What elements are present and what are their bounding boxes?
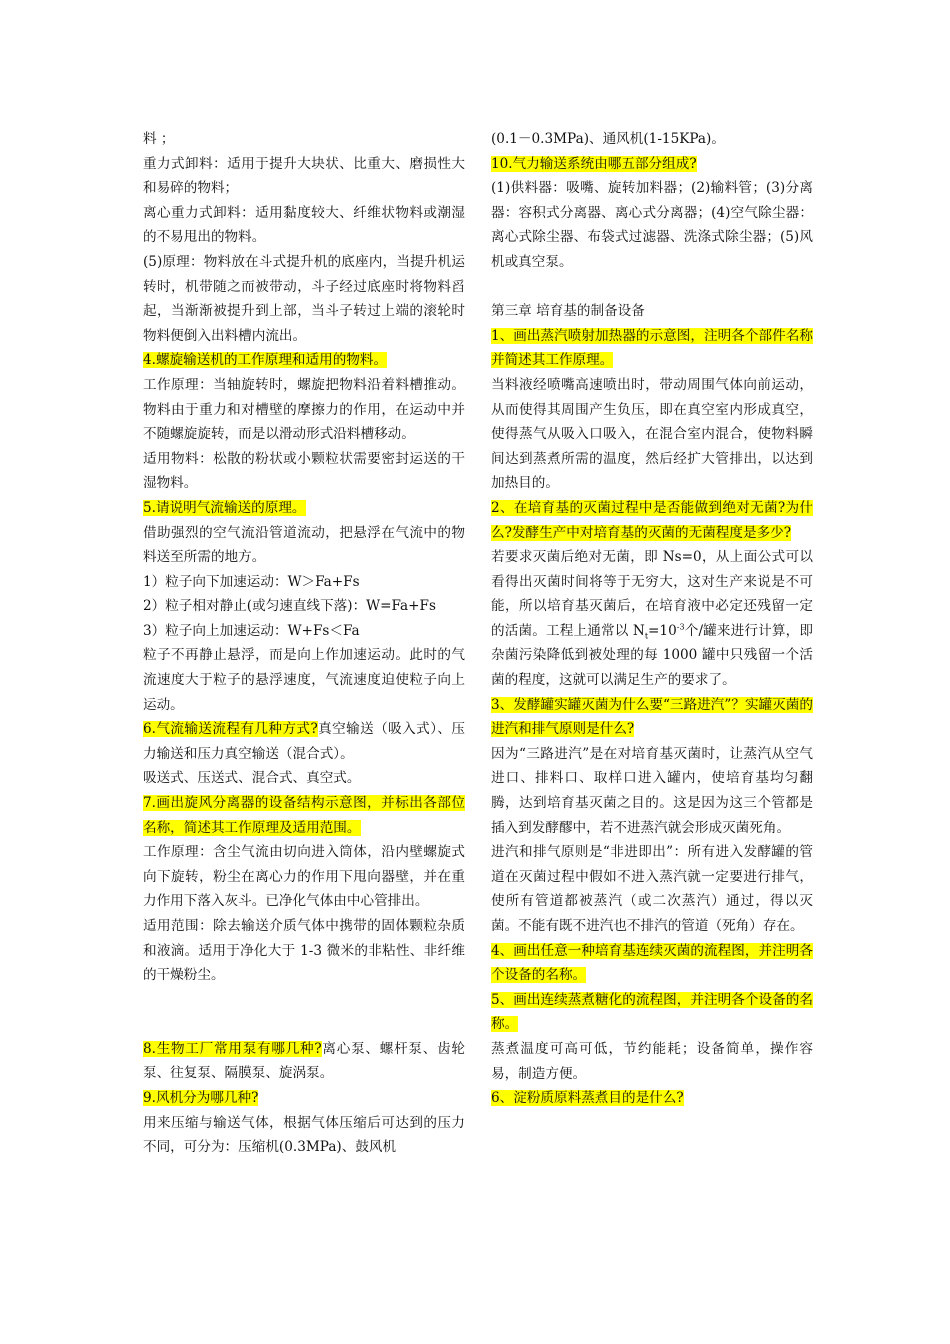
highlight-text: 1、画出蒸汽喷射加热器的示意图，注明各个部件名称并简述其工作原理。: [491, 327, 813, 369]
formula-line: 2）粒子相对静止(或匀速直线下落)：W=Fa+Fs: [143, 598, 436, 615]
paragraph: (0.1－0.3MPa)、通风机(1-15KPa)。: [491, 131, 725, 147]
superscript: -3: [676, 622, 685, 632]
right-column: [491, 127, 813, 1111]
highlight-text: 3、发酵罐实罐灭菌为什么要“三路进汽”？实罐灭菌的进汽和排气原则是什么?: [491, 696, 813, 738]
paragraph: 适用物料：松散的粉状或小颗粒状需要密封运送的干湿物料。: [143, 450, 465, 492]
text-run: 若要求灭菌后绝对无菌，即 Ns=0，从上面公式可以看得出灭菌时间将等于无穷大，这对生产来说是不可能，所以培育基灭菌后，在培育液中必定还残留一定的活菌。工程上通常以 N: [491, 549, 813, 639]
paragraph: 离心重力式卸料：适用黏度较大、纤维状物料或潮湿的不易甩出的物料。: [143, 204, 465, 246]
question-heading: [491, 496, 813, 545]
left-column: [143, 127, 465, 1160]
paragraph: 因为“三路进汽”是在对培育基灭菌时，让蒸汽从空气进口、排料口、取样口进入罐内，使培育基均匀翻腾，达到培育基灭菌之目的。这是因为这三个管都是插入到发酵醪中，若不进蒸汽就会形成灭菌死角。: [491, 745, 813, 836]
question-heading: [143, 791, 465, 840]
highlight-text: 5、画出连续蒸煮糖化的流程图，并注明各个设备的名称。: [491, 991, 813, 1033]
paragraph: 当料液经喷嘴高速喷出时，带动周围气体向前运动，从而使得其周围产生负压，即在真空室内形成真空，使得蒸气从吸入口吸入，在混合室内混合，使物料瞬间达到蒸煮所需的温度，然后经扩大管排出，以达到加热目的。: [491, 376, 813, 492]
blank-space: [491, 275, 813, 300]
subscript: t: [644, 631, 649, 641]
highlight-text: 8.生物工厂常用泵有哪几种?: [143, 1040, 322, 1057]
highlight-text: 6.气流输送流程有几种方式?: [143, 721, 318, 738]
paragraph: 工作原理：当轴旋转时，螺旋把物料沿着料槽推动。物料由于重力和对槽壁的摩擦力的作用，在运动中并不随螺旋旋转，而是以滑动形式沿料槽移动。: [143, 376, 465, 443]
highlight-text: 5.请说明气流输送的原理。: [143, 499, 306, 516]
paragraph: 粒子不再静止悬浮，而是向上作加速运动。此时的气流速度大于粒子的悬浮速度，气流速度迫使粒子向上运动。: [143, 647, 465, 713]
paragraph: (1)供料器：吸嘴、旋转加料器；(2)输料管；(3)分离器：容积式分离器、离心式分离器；(4)空气除尘器：离心式除尘器、布袋式过滤器、洗涤式除尘器；(5)风机或真空泵。: [491, 180, 813, 270]
paragraph: 用来压缩与输送气体，根据气体压缩后可达到的压力不同，可分为：压缩机(0.3MPa)、鼓风机: [143, 1114, 465, 1156]
answer-text: 离心泵、螺杆泵、齿轮泵、往复泵、隔膜泵、旋涡泵。: [143, 1040, 466, 1082]
paragraph: 进汽和排气原则是“非进即出”：所有进入发酵罐的管道在灭菌过程中假如不进入蒸汽就一定要进行排气，使所有管道都被蒸汽（或二次蒸汽）通过，得以灭菌。不能有既不进汽也不排汽的管道（死角）存在。: [491, 844, 813, 934]
question-with-answer: [143, 717, 465, 766]
paragraph: 蒸煮温度可高可低，节约能耗；设备简单，操作容易，制造方便。: [491, 1040, 813, 1082]
question-heading: [143, 1086, 465, 1111]
question-heading: [143, 496, 465, 521]
question-heading: [491, 324, 813, 373]
paragraph: 吸送式、压送式、混合式、真空式。: [143, 770, 361, 787]
paragraph: 料 ；: [143, 131, 175, 147]
highlight-text: 4、画出任意一种培育基连续灭菌的流程图，并注明各个设备的名称。: [491, 942, 813, 984]
paragraph: 工作原理：含尘气流由切向进入筒体，沿内壁螺旋式向下旋转，粉尘在离心力的作用下甩向器壁，并在重力作用下落入灰斗。已净化气体由中心管排出。: [143, 844, 465, 910]
paragraph: 重力式卸料：适用于提升大块状、比重大、磨损性大和易碎的物料；: [143, 155, 465, 197]
text-run: =10: [648, 622, 677, 639]
highlight-text: 4.螺旋输送机的工作原理和适用的物料。: [143, 352, 388, 369]
paragraph: 借助强烈的空气流沿管道流动，把悬浮在气流中的物料送至所需的地方。: [143, 524, 465, 566]
highlight-text: 6、淀粉质原料蒸煮目的是什么?: [491, 1090, 684, 1107]
formula-line: 3）粒子向上加速运动：W+Fs＜Fa: [143, 622, 360, 639]
question-heading: [491, 693, 813, 742]
chapter-title: 第三章 培育基的制备设备: [491, 303, 645, 320]
question-heading: [491, 1086, 813, 1111]
question-heading: [143, 348, 465, 373]
highlight-text: 2、在培育基的灭菌过程中是否能做到绝对无菌?为什么?发酵生产中对培育基的灭菌的无菌程度是多少?: [491, 499, 813, 541]
paragraph: 适用范围：除去输送介质气体中携带的固体颗粒杂质和液滴。适用于净化大于 1-3 微米的非粘性、非纤维的干燥粉尘。: [143, 918, 465, 984]
text-run: 个/罐来进行计算，即杂菌污染降低到被处理的每 1000 罐中只残留一个活菌的程度，这就可以满足生产的要求了。: [491, 622, 813, 689]
paragraph: [491, 545, 813, 693]
answer-text: 真空输送（吸入式）、压力输送和压力真空输送（混合式）。: [143, 721, 465, 762]
highlight-text: 10.气力输送系统由哪五部分组成?: [491, 155, 697, 172]
highlight-text: 7.画出旋风分离器的设备结构示意图，并标出各部位名称，简述其工作原理及适用范围。: [143, 795, 465, 836]
question-heading: [491, 152, 813, 177]
highlight-text: 9.风机分为哪几种?: [143, 1089, 259, 1106]
question-with-answer: [143, 1037, 465, 1086]
paragraph: (5)原理：物料放在斗式提升机的底座内，当提升机运转时，机带随之而被带动，斗子经过底座时将物料舀起，当渐渐被提升到上部，当斗子转过上端的滚轮时物料便倒入出料槽内流出。: [143, 253, 465, 344]
blank-space: [143, 988, 465, 1037]
question-heading: [491, 939, 813, 988]
formula-line: 1）粒子向下加速运动：W＞Fa+Fs: [143, 573, 360, 590]
question-heading: [491, 988, 813, 1037]
